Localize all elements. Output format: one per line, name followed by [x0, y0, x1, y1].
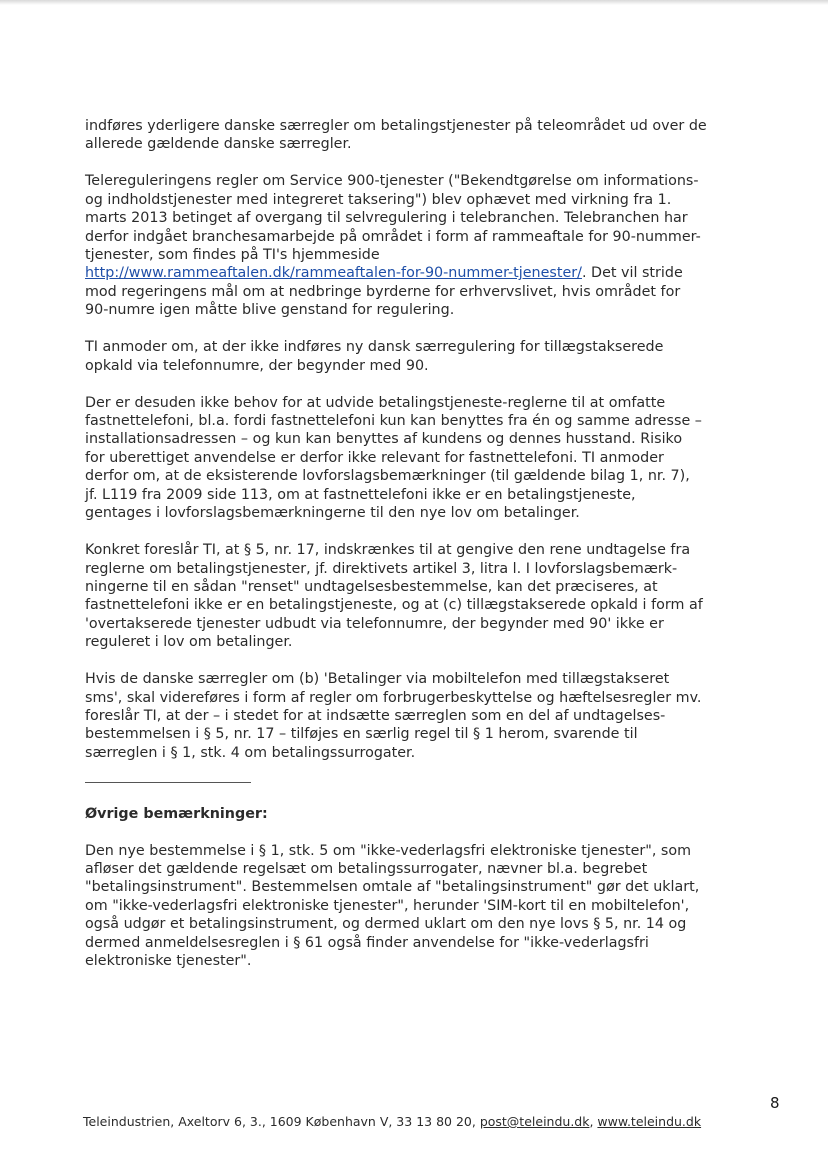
paragraph-konkret-forslag: Konkret foreslår TI, at § 5, nr. 17, indskrænkes til at gengive den rene undtagelse fra reglerne om betalingstjenester, jf. direktivets artikel 3, litra l. I lovforslagsbemærk- ningerne til en sådan "renset" undtagelsesbestemmelse, kan det præciseres, at fastnettelefoni ikke er en betalingstjeneste, og at (c) tillægstakserede opkald i form af 'overtakserede tjenester udbudt via telefonnumre, der begynder med 90' ikke er reguleret i lov om betalinger.	[85, 542, 703, 651]
paragraph-text: . Det vil stride mod regeringens mål om at nedbringe byrderne for erhvervslivet, hvis området for 90-numre igen måtte blive genstand for regulering.	[85, 265, 683, 319]
footer-address: Teleindustrien, Axeltorv 6, 3., 1609 København V, 33 13 80 20,	[83, 1114, 480, 1129]
footer-separator: ,	[589, 1114, 598, 1129]
paragraph-service-900	[85, 172, 755, 319]
rammeaftale-link[interactable]: http://www.rammeaftalen.dk/rammeaftalen-for-90-nummer-tjenester/	[85, 265, 582, 282]
paragraph-text: Telereguleringens regler om Service 900-tjenester ("Bekendtgørelse om informations- og indholdstjenester med integreret taksering") blev ophævet med virkning fra 1. marts 2013 betinget af overgang til selvregulering i telebranchen. Telebranchen har derfor indgået branchesamarbejde på området i form af rammeaftale for 90-nummer- tjenester, som findes på TI's hjemmeside	[85, 173, 701, 264]
paragraph-saerregler-sms: Hvis de danske særregler om (b) 'Betalinger via mobiltelefon med tillægstakseret sms', skal videreføres i form af regler om forbrugerbeskyttelse og hæftelsesregler mv. foreslår TI, at der – i stedet for at indsætte særreglen som en del af undtagelses- bestemmelsen i § 5, nr. 17 – tilføjes en særlig regel til § 1 herom, svarende til særreglen i § 1, stk. 4 om betalingssurrogater.	[85, 671, 702, 761]
page-number: 8	[770, 1094, 780, 1112]
footer-email-link[interactable]: post@teleindu.dk	[479, 1114, 590, 1129]
document-body	[85, 117, 755, 989]
footer	[83, 1114, 701, 1129]
separator-rule	[85, 782, 251, 783]
paragraph-fastnettelefoni: Der er desuden ikke behov for at udvide betalingstjeneste-reglerne til at omfatte fastnettelefoni, bl.a. fordi fastnettelefoni kun kan benyttes fra én og samme adresse – installationsadressen – og kun kan benyttes af kundens og dennes husstand. Risiko for uberettiget anvendelse er derfor ikke relevant for fastnettelefoni. TI anmoder derfor om, at de eksisterende lovforslagsbemærkninger (til gældende bilag 1, nr. 7), jf. L119 fra 2009 side 113, om at fastnettelefoni ikke er en betalingstjeneste, gentages i lovforslagsbemærkningerne til den nye lov om betalinger.	[85, 394, 702, 522]
footer-website-link[interactable]: www.teleindu.dk	[597, 1114, 702, 1129]
paragraph-ti-request: TI anmoder om, at der ikke indføres ny dansk særregulering for tillægstakserede opkald via telefonnumre, der begynder med 90.	[85, 339, 664, 374]
section-heading: Øvrige bemærkninger:	[85, 806, 268, 823]
scan-edge	[0, 0, 828, 5]
paragraph-continuation: indføres yderligere danske særregler om betalingstjenester på teleområdet ud over de allerede gældende danske særregler.	[85, 118, 707, 153]
paragraph-oevrige-bemaerkninger: Den nye bestemmelse i § 1, stk. 5 om "ikke-vederlagsfri elektroniske tjenester", som afløser det gældende regelsæt om betalingssurrogater, nævner bl.a. begrebet "betalingsinstrument". Bestemmelsen omtale af "betalingsinstrument" gør det uklart, om "ikke-vederlagsfri elektroniske tjenester", herunder 'SIM-kort til en mobiltelefon', også udgør et betalingsinstrument, og dermed uklart om den nye lovs § 5, nr. 14 og dermed anmeldelsesreglen i § 61 også finder anvendelse for "ikke-vederlagsfri elektroniske tjenester".	[85, 842, 700, 969]
